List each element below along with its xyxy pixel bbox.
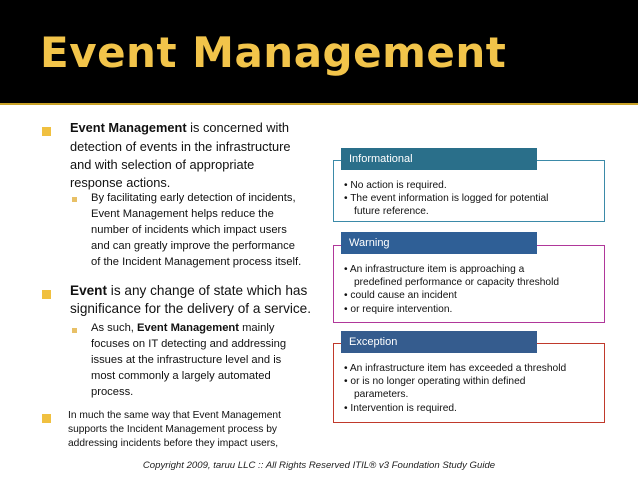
list-item: • The event information is logged for potential [344, 193, 549, 205]
sub-bullet-2-line-3: issues at the infrastructure level and is [91, 354, 282, 366]
list-item: predefined performance or capacity threshold [354, 277, 559, 289]
bullet-1-bold: Event Management [70, 120, 187, 135]
sub-bullet-1-line-3: number of incidents which impact users [91, 224, 287, 236]
bullet-2-line-1 [70, 281, 307, 300]
slide-title: Event Management [40, 28, 507, 77]
bullet-marker [42, 290, 51, 299]
warning-list [344, 263, 559, 316]
sub-bullet-2-line-5: process. [91, 386, 134, 398]
bullet-1-rest: is concerned with [186, 120, 290, 135]
bullet-2-bold: Event [70, 283, 108, 298]
bullet-1-line-3: and with selection of appropriate [70, 157, 255, 172]
bullet-marker [42, 414, 51, 423]
list-item: • could cause an incident [344, 290, 457, 302]
bullet-1-line-2: detection of events in the infrastructure [70, 139, 291, 154]
sub-bullet-2-post: mainly [238, 322, 275, 334]
bullet-3-line-2: supports the Incident Management process by [68, 424, 277, 435]
bullet-1-line-1 [70, 119, 289, 138]
bullet-marker [42, 127, 51, 136]
list-item: future reference. [354, 206, 429, 218]
warning-header: Warning [341, 232, 537, 254]
informational-header: Informational [341, 148, 537, 170]
list-item: parameters. [354, 389, 409, 401]
sub-bullet-1-line-1: By facilitating early detection of incidents, [91, 192, 296, 204]
exception-header: Exception [341, 331, 537, 353]
sub-bullet-1-line-5: of the Incident Management process itself. [91, 256, 302, 268]
bullet-3-line-3: addressing incidents before they impact users, [68, 438, 279, 449]
list-item: • An infrastructure item is approaching a [344, 264, 525, 275]
sub-bullet-1-line-4: and can greatly improve the performance [91, 240, 295, 252]
bullet-3-line-1: In much the same way that Event Management [68, 410, 281, 421]
sub-bullet-marker [72, 328, 77, 333]
list-item: • An infrastructure item has exceeded a threshold [344, 363, 567, 374]
list-item: • No action is required. [344, 180, 447, 191]
list-item: • or is no longer operating within defined [344, 376, 526, 388]
sub-bullet-2-line-4: most commonly a largely automated [91, 370, 271, 382]
sub-bullet-marker [72, 197, 77, 202]
title-divider [0, 103, 638, 105]
copyright-footer: Copyright 2009, taruu LLC :: All Rights Reserved ITIL® v3 Foundation Study Guide [142, 460, 496, 471]
list-item: • or require intervention. [344, 303, 453, 315]
sub-bullet-2-line-1 [91, 320, 274, 337]
sub-bullet-1-line-2: Event Management helps reduce the [91, 208, 274, 220]
sub-bullet-2-bold: Event Management [137, 322, 239, 334]
bullet-2-line-2: significance for the delivery of a service. [70, 301, 312, 316]
sub-bullet-2-pre: As such, [91, 322, 138, 334]
sub-bullet-2-line-2: focuses on IT detecting and addressing [91, 338, 287, 350]
bullet-1-line-4: response actions. [70, 175, 171, 190]
exception-list [344, 362, 566, 415]
bullet-2-rest: is any change of state which has [107, 283, 308, 298]
informational-list [344, 179, 548, 219]
list-item: • Intervention is required. [344, 402, 457, 414]
